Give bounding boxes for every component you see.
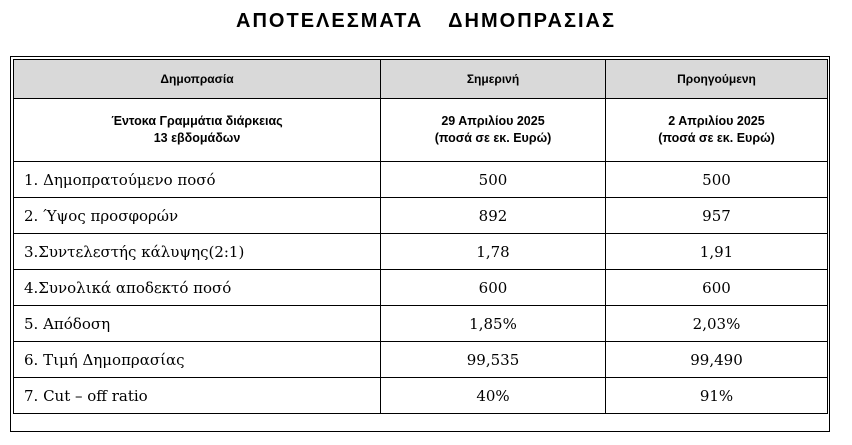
row-current: 40%	[381, 378, 606, 414]
header-current: Σημερινή	[381, 60, 606, 99]
table-row	[14, 234, 828, 270]
previous-unit: (ποσά σε εκ. Ευρώ)	[658, 131, 775, 145]
header-row	[14, 60, 828, 99]
row-current: 1,85%	[381, 306, 606, 342]
row-label: 4.Συνολικά αποδεκτό ποσό	[14, 270, 381, 306]
subheader-previous-date	[606, 99, 828, 162]
auction-results-table	[13, 59, 828, 414]
row-label: 6. Τιμή Δημοπρασίας	[14, 342, 381, 378]
row-label: 1. Δημοπρατούμενο ποσό	[14, 162, 381, 198]
row-previous: 600	[606, 270, 828, 306]
instrument-type: Έντοκα Γραμμάτια διάρκειας	[111, 114, 283, 128]
table-row	[14, 270, 828, 306]
subheader-current-date	[381, 99, 606, 162]
current-unit: (ποσά σε εκ. Ευρώ)	[434, 131, 552, 145]
row-previous: 2,03%	[606, 306, 828, 342]
table-row	[14, 306, 828, 342]
document-title: ΑΠΟΤΕΛΕΣΜΑΤΑ ΔΗΜΟΠΡΑΣΙΑΣ	[236, 10, 616, 32]
table-row	[14, 342, 828, 378]
table-row	[14, 162, 828, 198]
header-auction: Δημοπρασία	[14, 60, 381, 99]
row-current: 600	[381, 270, 606, 306]
row-label: 2. Ύψος προσφορών	[14, 198, 381, 234]
table-row	[14, 198, 828, 234]
row-previous: 500	[606, 162, 828, 198]
row-current: 1,78	[381, 234, 606, 270]
row-previous: 99,490	[606, 342, 828, 378]
header-previous: Προηγούμενη	[606, 60, 828, 99]
subheader-instrument	[14, 99, 381, 162]
table-row	[14, 378, 828, 414]
current-date: 29 Απριλίου 2025	[441, 114, 545, 128]
row-previous: 957	[606, 198, 828, 234]
row-current: 500	[381, 162, 606, 198]
row-label: 5. Απόδοση	[14, 306, 381, 342]
subheader-row	[14, 99, 828, 162]
instrument-duration: 13 εβδομάδων	[153, 131, 241, 145]
row-previous: 1,91	[606, 234, 828, 270]
row-current: 892	[381, 198, 606, 234]
row-label: 7. Cut – off ratio	[14, 378, 381, 414]
previous-date: 2 Απριλίου 2025	[668, 114, 765, 128]
row-label: 3.Συντελεστής κάλυψης(2:1)	[14, 234, 381, 270]
row-current: 99,535	[381, 342, 606, 378]
row-previous: 91%	[606, 378, 828, 414]
